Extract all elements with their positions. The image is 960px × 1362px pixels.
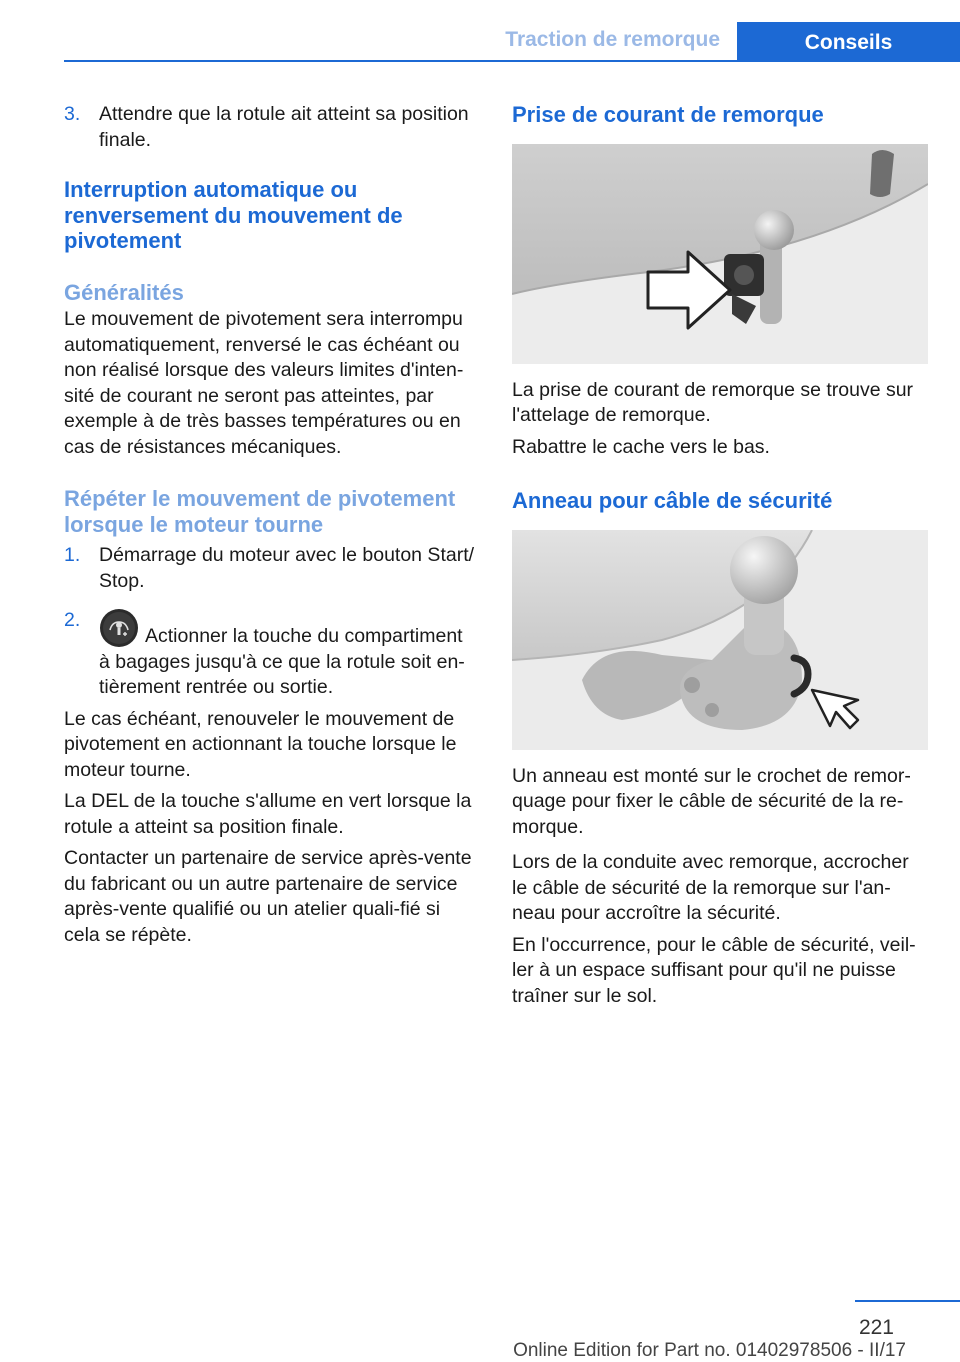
edition-info: Online Edition for Part no. 01402978506 - II/17: [513, 1340, 906, 1361]
header: [64, 0, 960, 62]
safety-ring-illustration: [512, 530, 928, 750]
footer-rule: [855, 1300, 960, 1302]
heading-repeter: Répéter le mouvement de pivotement lorsque le moteur tourne: [64, 486, 456, 537]
right-column: [512, 102, 928, 1009]
step-text: Attendre que la rotule ait atteint sa position finale.: [99, 103, 469, 151]
step-number: 1.: [64, 544, 81, 566]
heading-anneau: Anneau pour câble de sécurité: [512, 488, 833, 513]
tab-conseils[interactable]: Conseils: [737, 22, 960, 62]
paragraph-prise-1: La prise de courant de remorque se trouve sur l'attelage de remorque.: [512, 378, 914, 426]
heading-prise: Prise de courant de remorque: [512, 102, 824, 127]
list-item-step-1: [64, 543, 478, 594]
trunk-button-icon: [99, 608, 139, 648]
paragraph-prise-2: Rabattre le cache vers le bas.: [512, 435, 770, 458]
step-number: 2.: [64, 609, 81, 631]
step-number: 3.: [64, 103, 81, 125]
page-number: 221: [858, 1316, 894, 1339]
list-item-step-2: [64, 608, 478, 701]
list-item-step-3: [64, 102, 478, 153]
heading-interruption: Interruption automatique ou renversement du mouvement de pivotement: [64, 177, 403, 253]
paragraph-contacter: Contacter un partenaire de service après-vente du fabricant ou un autre partenaire de service après-vente qualifié ou un atelier quali-fié si cela se répète.: [64, 847, 472, 946]
socket-illustration: [512, 144, 928, 364]
header-rule: [64, 60, 960, 62]
paragraph-anneau-2: Lors de la conduite avec remorque, accrocher le câble de sécurité de la remorque sur l'an-neau pour accroître la sécurité.: [512, 851, 909, 924]
left-column: [64, 102, 478, 948]
paragraph-anneau-1: Un anneau est monté sur le crochet de remor-quage pour fixer le câble de sécurité de la re-morque.: [512, 764, 911, 838]
step-text: Démarrage du moteur avec le bouton Start/ Stop.: [99, 544, 475, 592]
step-text: Actionner la touche du compartiment à bagages jusqu'à ce que la rotule soit en-tièrement rentrée ou sortie.: [99, 625, 465, 698]
paragraph-del: La DEL de la touche s'allume en vert lorsque la rotule a atteint sa position finale.: [64, 790, 472, 838]
paragraph-renouveler: Le cas échéant, renouveler le mouvement de pivotement en actionnant la touche lorsque le moteur tourne.: [64, 707, 457, 781]
heading-generalites: Généralités: [64, 279, 184, 305]
paragraph-anneau-3: En l'occurrence, pour le câble de sécurité, veil-ler à un espace suffisant pour qu'il ne puisse traîner sur le sol.: [512, 933, 916, 1007]
tab-traction-de-remorque[interactable]: Traction de remorque: [505, 28, 720, 51]
paragraph-generalites: Le mouvement de pivotement sera interrompu automatiquement, renversé le cas échéant ou non réalisé lorsque des valeurs limites d'inten-sité de courant ne seront pas atteintes, par exemple à de très basses températures ou en cas de résistances mécaniques.: [64, 308, 464, 458]
